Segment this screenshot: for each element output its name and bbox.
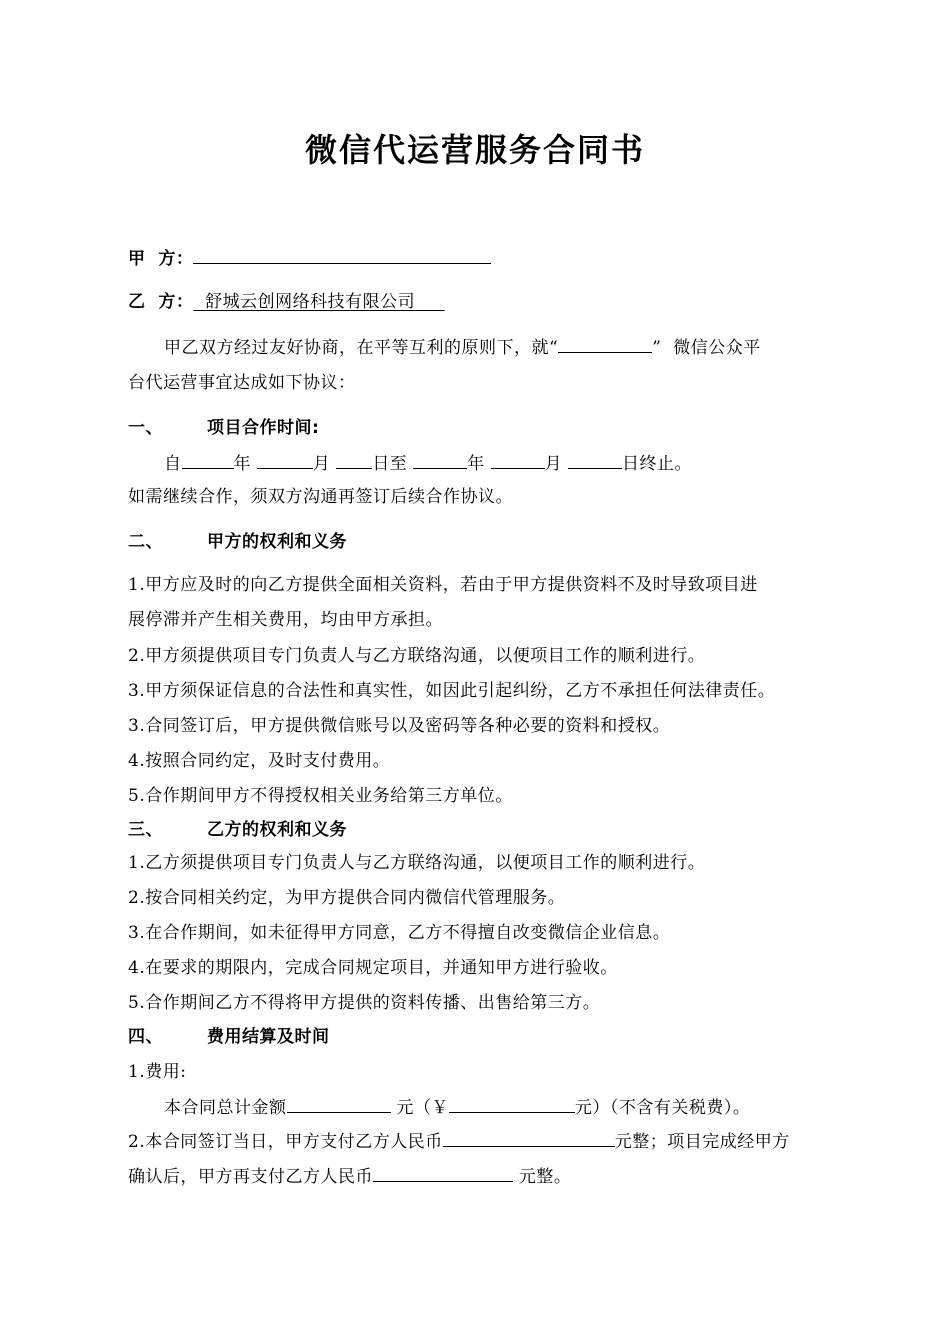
section2-title: 甲方的权利和义务 — [207, 532, 347, 552]
start-month-blank — [257, 450, 313, 469]
party-b-tail — [415, 292, 445, 312]
end-year-blank — [413, 450, 467, 469]
section4-title: 费用结算及时间 — [207, 1027, 330, 1047]
date-year: 年 — [233, 454, 251, 474]
section2-item: 5.合作期间甲方不得授权相关业务给第三方单位。 — [128, 786, 513, 806]
date-month-2: 月 — [544, 454, 563, 474]
party-a-label: 甲 方： — [128, 249, 194, 269]
project-name-blank — [558, 334, 652, 353]
payment-line2-end: 元整。 — [513, 1167, 572, 1187]
end-month-blank — [491, 450, 545, 469]
payment-line2-start: 确认后，甲方再支付乙方人民币 — [128, 1167, 373, 1187]
section3-heading — [128, 817, 347, 843]
section2-heading — [128, 529, 347, 555]
payment-line-2 — [128, 1163, 571, 1190]
section1-note: 如需继续合作，须双方沟通再签订后续合作协议。 — [128, 487, 513, 507]
party-b-label: 乙 方： — [128, 292, 194, 312]
payment-line-1 — [128, 1128, 790, 1155]
date-from: 自 — [164, 454, 182, 474]
date-day-to: 日至 — [372, 454, 408, 474]
section2-item: 展停滞并产生相关费用，均由甲方承担。 — [128, 610, 443, 630]
section4-heading — [128, 1024, 330, 1050]
section2-item: 1.甲方应及时的向乙方提供全面相关资料，若由于甲方提供资料不及时导致项目进 — [128, 575, 758, 595]
total-amount-line — [164, 1094, 750, 1121]
payment-line1-start: 2.本合同签订当日，甲方支付乙方人民币 — [128, 1132, 443, 1152]
section3-item: 1.乙方须提供项目专门负责人与乙方联络沟通，以便项目工作的顺利进行。 — [128, 853, 706, 873]
intro-line-1 — [164, 334, 761, 361]
fee-label: 1.费用: — [128, 1062, 187, 1082]
date-day-end: 日终止。 — [622, 454, 693, 474]
date-year-2: 年 — [467, 454, 485, 474]
section2-item: 3.甲方须保证信息的合法性和真实性，如因此引起纠纷，乙方不承担任何法律责任。 — [128, 681, 776, 701]
document-title: 微信代运营服务合同书 — [304, 131, 645, 169]
party-b-line — [128, 289, 445, 315]
section3-item: 4.在要求的期限内，完成合同规定项目，并通知甲方进行验收。 — [128, 958, 618, 978]
total-end: 元）（不含有关税费）。 — [574, 1098, 751, 1118]
section2-item: 2.甲方须提供项目专门负责人与乙方联络沟通，以便项目工作的顺利进行。 — [128, 646, 706, 666]
party-a-line — [128, 245, 491, 272]
section1-heading — [128, 415, 319, 441]
second-payment-blank — [373, 1163, 513, 1182]
start-year-blank — [182, 450, 234, 469]
section3-title: 乙方的权利和义务 — [207, 820, 347, 840]
end-day-blank — [568, 450, 622, 469]
payment-line1-end: 元整；项目完成经甲方 — [614, 1132, 790, 1152]
date-month: 月 — [312, 454, 331, 474]
first-payment-blank — [443, 1128, 615, 1147]
section1-title: 项目合作时间: — [207, 418, 320, 438]
section4-num: 四、 — [128, 1027, 163, 1047]
section1-num: 一、 — [128, 418, 163, 438]
intro-line-2: 台代运营事宜达成如下协议： — [128, 373, 356, 393]
party-b-name: 舒城云创网络科技有限公司 — [205, 292, 416, 312]
total-start: 本合同总计金额 — [164, 1098, 287, 1118]
section3-item: 5.合作期间乙方不得将甲方提供的资料传播、出售给第三方。 — [128, 993, 601, 1013]
section3-item: 3.在合作期间，如未征得甲方同意，乙方不得擅自改变微信企业信息。 — [128, 923, 671, 943]
intro-line1-start: 甲乙双方经过友好协商，在平等互利的原则下，就“ — [164, 338, 559, 358]
party-a-blank — [193, 245, 491, 264]
party-b-lead — [193, 292, 205, 312]
section2-item: 4.按照合同约定，及时支付费用。 — [128, 751, 391, 771]
total-amount-figure-blank — [449, 1094, 575, 1113]
start-day-blank — [336, 450, 372, 469]
intro-line1-end: ” 微信公众平 — [652, 338, 761, 358]
section1-date-line — [164, 450, 692, 477]
total-amount-blank — [287, 1094, 391, 1113]
section2-num: 二、 — [128, 532, 163, 552]
section3-item: 2.按合同相关约定，为甲方提供合同内微信代管理服务。 — [128, 888, 566, 908]
section3-num: 三、 — [128, 820, 163, 840]
section2-item: 3.合同签订后，甲方提供微信账号以及密码等各种必要的资料和授权。 — [128, 716, 671, 736]
total-yuan: 元（￥ — [390, 1098, 449, 1118]
